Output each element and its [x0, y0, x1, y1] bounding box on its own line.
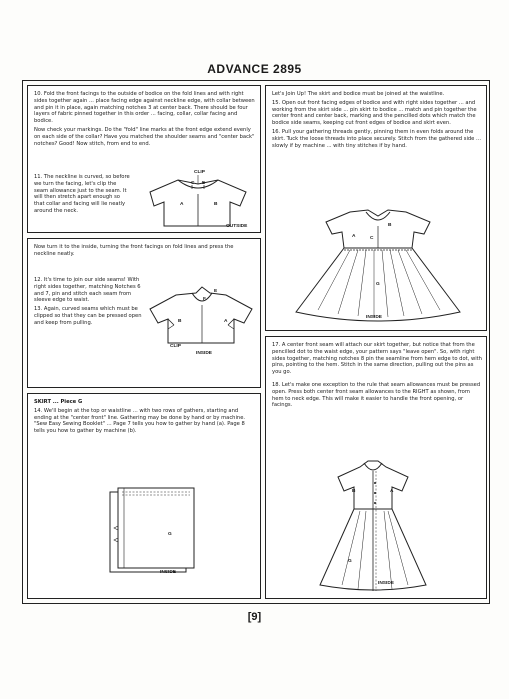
- piece-c-label: C: [191, 181, 195, 186]
- skirt-heading: SKIRT ... Piece G: [34, 399, 83, 405]
- piece-g-label-4: G: [348, 559, 352, 564]
- skirt-inside-label: INSIDE: [160, 570, 176, 575]
- step-17-18-text: [272, 342, 482, 411]
- piece-c-label-3: C: [370, 236, 374, 241]
- step-11-text: [34, 174, 132, 217]
- finished-dress-illustration: [298, 459, 448, 595]
- dress-inside-label: INSIDE: [378, 581, 394, 586]
- piece-e-label-2: E: [214, 289, 218, 294]
- step-18-paragraph: 18. Let's make one exception to the rule that seam allowances must be pressed open. Press both center front seam allowances to the RIGHT as shown, from hem to neck edge. This will make it easier to handle the front opening, or facings.: [272, 381, 481, 409]
- piece-b-label-2: B: [178, 319, 182, 324]
- piece-a-label-3: A: [352, 234, 356, 239]
- instruction-sheet: [22, 80, 490, 604]
- join-up-text: [272, 91, 482, 151]
- outside-label: OUTSIDE: [226, 224, 248, 229]
- step-11-paragraph: 11. The neckline is curved, so before we turn the facing, let's clip the seam allowance just to the seam. It will then stretch apart enough so that collar and facing will lie neatly around the neck.: [34, 174, 130, 214]
- panel-steps-10-11: [27, 85, 261, 233]
- gathered-skirt-illustration: [288, 208, 468, 330]
- step-14-paragraph: 14. We'll begin at the top or waistline ... with two rows of gathers, starting and ending at the "center front" line. Gathering may be done by hand or by machine. "Sew Easy Sewing Booklet" ... Page 7 tells you how to gather by hand (a). Page 8 tells you how to gather by machine (b).: [34, 407, 246, 435]
- piece-b-label-3: B: [388, 223, 392, 228]
- step-16-paragraph: 16. Pull your gathering threads gently, pinning them in even folds around the skirt. Tuck the loose threads into place securely. Stitch from the gathered side ... slowly if by machine ... with tiny stitches if by hand.: [272, 128, 481, 149]
- page-number: [9]: [247, 611, 262, 623]
- piece-a-label-4: A: [390, 489, 394, 494]
- panel-steps-17-18: [265, 336, 487, 599]
- piece-b-label-4: B: [352, 489, 356, 494]
- turn-inside-paragraph: Now turn it to the inside, turning the front facings on fold lines and press the neckline neatly.: [34, 244, 234, 257]
- piece-g-label: G: [168, 532, 172, 537]
- piece-e-label: E: [202, 181, 206, 186]
- inside-label: INSIDE: [196, 351, 212, 356]
- panel-steps-15-16: [265, 85, 487, 331]
- step-13-paragraph: 13. Again, curved seams which must be clipped so that they can be pressed open and keep from pulling.: [34, 306, 142, 326]
- skirt-piece-g-illustration: [104, 486, 204, 578]
- panel-steps-12-13: [27, 238, 261, 388]
- piece-f-label: F: [203, 297, 206, 302]
- join-up-paragraph: Let's Join Up! The skirt and bodice must be joined at the waistline.: [272, 91, 445, 97]
- step-10-check-paragraph: Now check your markings. Do the "fold" line marks at the front edge extend evenly on each side of the collar? Have you matched the shoulder seams and "center back" notches? Good! Now stitch, from end to end.: [34, 126, 255, 147]
- turn-inside-text: [34, 244, 256, 260]
- step-12-paragraph: 12. It's time to join our side seams! With right sides together, matching Notches 6 and 7, pin and stitch each seam from sleeve edge to waist.: [34, 277, 141, 304]
- bodice-collar-illustration: [132, 170, 262, 230]
- step-12-13-text: [34, 277, 142, 329]
- step-17-paragraph: 17. A center front seam will attach our skirt together, but notice that from the pencilled dot to the waist edge, your pattern says "leave open". So, with right sides together, matching notches 8 pin the seamline from hem edge to dot, with pins, pointing to the hem. Stitch in the same direction, pulling out the pins as you go.: [272, 342, 482, 376]
- step-10-text: [34, 91, 256, 149]
- piece-a-label: A: [180, 202, 184, 207]
- step-15-paragraph: 15. Open out front facing edges of bodice and with right sides together ... and working from the skirt side ... pin skirt to bodice ... match and pin together the center front and center back, marking and the pencilled dots which match the bodice side seams, keeping cut front edges of bodice and skirt even.: [272, 99, 477, 127]
- piece-g-label-3: G: [376, 282, 380, 287]
- piece-a-label-2: A: [224, 319, 228, 324]
- clip-label: CLIP: [194, 170, 205, 175]
- panel-skirt-step-14: [27, 393, 261, 599]
- clip-label-2: CLIP: [170, 344, 181, 349]
- step-10-paragraph: 10. Fold the front facings to the outside of bodice on the fold lines and with right sides together again ... place facing edge against neckline edge, with collar between and pin it in place, again matching notches 3 at center back. There should be four layers of fabric pinned together in this order ... facing, collar, collar facing and bodice.: [34, 91, 255, 125]
- piece-b-label: B: [214, 202, 218, 207]
- side-seam-illustration: [140, 279, 260, 349]
- gathered-inside-label: INSIDE: [366, 315, 382, 320]
- pattern-title: ADVANCE 2895: [207, 62, 302, 76]
- skirt-text: [34, 399, 256, 437]
